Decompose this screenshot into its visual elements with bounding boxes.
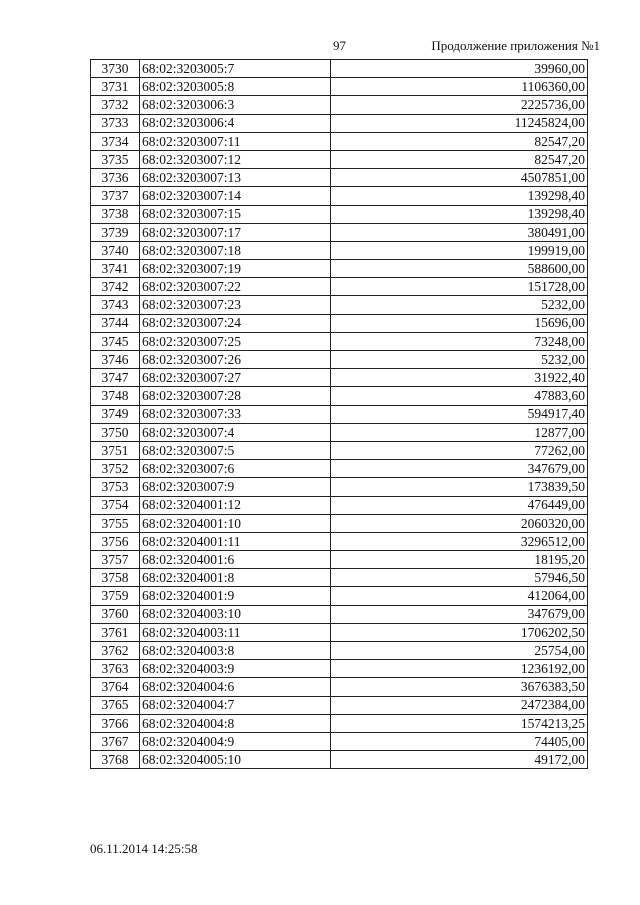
cadastral-number-cell: 68:02:3203007:26	[140, 351, 331, 369]
cadastral-value-cell: 31922,40	[331, 369, 588, 387]
cadastral-value-cell: 25754,00	[331, 642, 588, 660]
cadastral-value-cell: 151728,00	[331, 278, 588, 296]
cadastral-number-cell: 68:02:3204003:10	[140, 605, 331, 623]
row-number-cell: 3740	[91, 241, 140, 259]
cadastral-value-cell: 49172,00	[331, 751, 588, 769]
row-number-cell: 3733	[91, 114, 140, 132]
cadastral-value-cell: 139298,40	[331, 187, 588, 205]
cadastral-value-cell: 412064,00	[331, 587, 588, 605]
row-number-cell: 3744	[91, 314, 140, 332]
cadastral-number-cell: 68:02:3203005:8	[140, 78, 331, 96]
row-number-cell: 3758	[91, 569, 140, 587]
row-number-cell: 3738	[91, 205, 140, 223]
row-number-cell: 3751	[91, 441, 140, 459]
table-row	[91, 642, 588, 660]
row-number-cell: 3731	[91, 78, 140, 96]
cadastral-number-cell: 68:02:3204001:11	[140, 532, 331, 550]
cadastral-value-cell: 2472384,00	[331, 696, 588, 714]
table-row	[91, 569, 588, 587]
table-row	[91, 241, 588, 259]
cadastral-value-cell: 594917,40	[331, 405, 588, 423]
cadastral-number-cell: 68:02:3203005:7	[140, 60, 331, 78]
cadastral-number-cell: 68:02:3203007:6	[140, 460, 331, 478]
cadastral-value-cell: 2060320,00	[331, 514, 588, 532]
table-row	[91, 732, 588, 750]
row-number-cell: 3736	[91, 169, 140, 187]
table-row	[91, 314, 588, 332]
table-row	[91, 387, 588, 405]
table-body	[91, 60, 588, 769]
cadastral-value-cell: 173839,50	[331, 478, 588, 496]
row-number-cell: 3746	[91, 351, 140, 369]
appendix-continuation-note: Продолжение приложения №1	[431, 38, 600, 53]
row-number-cell: 3734	[91, 132, 140, 150]
cadastral-value-cell: 1236192,00	[331, 660, 588, 678]
cadastral-number-cell: 68:02:3203006:3	[140, 96, 331, 114]
cadastral-number-cell: 68:02:3204004:6	[140, 678, 331, 696]
cadastral-number-cell: 68:02:3203007:28	[140, 387, 331, 405]
cadastral-value-cell: 1106360,00	[331, 78, 588, 96]
row-number-cell: 3762	[91, 642, 140, 660]
cadastral-number-cell: 68:02:3204003:9	[140, 660, 331, 678]
row-number-cell: 3741	[91, 260, 140, 278]
row-number-cell: 3767	[91, 732, 140, 750]
table-row	[91, 78, 588, 96]
cadastral-number-cell: 68:02:3203007:5	[140, 441, 331, 459]
table-row	[91, 551, 588, 569]
row-number-cell: 3747	[91, 369, 140, 387]
cadastral-number-cell: 68:02:3204004:7	[140, 696, 331, 714]
cadastral-number-cell: 68:02:3203007:14	[140, 187, 331, 205]
cadastral-number-cell: 68:02:3204001:6	[140, 551, 331, 569]
table-row	[91, 405, 588, 423]
row-number-cell: 3748	[91, 387, 140, 405]
row-number-cell: 3765	[91, 696, 140, 714]
table-row	[91, 278, 588, 296]
table-row	[91, 223, 588, 241]
cadastral-number-cell: 68:02:3204001:10	[140, 514, 331, 532]
row-number-cell: 3732	[91, 96, 140, 114]
row-number-cell: 3752	[91, 460, 140, 478]
cadastral-value-cell: 347679,00	[331, 460, 588, 478]
table-row	[91, 150, 588, 168]
cadastral-number-cell: 68:02:3204003:11	[140, 623, 331, 641]
table-row	[91, 623, 588, 641]
cadastral-value-cell: 39960,00	[331, 60, 588, 78]
cadastral-value-cell: 12877,00	[331, 423, 588, 441]
table-row	[91, 60, 588, 78]
cadastral-value-cell: 5232,00	[331, 351, 588, 369]
cadastral-number-cell: 68:02:3203007:11	[140, 132, 331, 150]
table-row	[91, 478, 588, 496]
table-row	[91, 460, 588, 478]
cadastral-value-table	[90, 59, 588, 769]
row-number-cell: 3760	[91, 605, 140, 623]
cadastral-value-cell: 82547,20	[331, 132, 588, 150]
row-number-cell: 3764	[91, 678, 140, 696]
table-row	[91, 132, 588, 150]
page-number: 97	[333, 38, 346, 53]
table-row	[91, 114, 588, 132]
row-number-cell: 3737	[91, 187, 140, 205]
row-number-cell: 3757	[91, 551, 140, 569]
table-row	[91, 260, 588, 278]
row-number-cell: 3756	[91, 532, 140, 550]
cadastral-number-cell: 68:02:3203007:4	[140, 423, 331, 441]
print-timestamp: 06.11.2014 14:25:58	[90, 841, 198, 856]
table-row	[91, 369, 588, 387]
cadastral-value-cell: 82547,20	[331, 150, 588, 168]
row-number-cell: 3763	[91, 660, 140, 678]
row-number-cell: 3745	[91, 332, 140, 350]
cadastral-number-cell: 68:02:3204001:9	[140, 587, 331, 605]
row-number-cell: 3749	[91, 405, 140, 423]
row-number-cell: 3766	[91, 714, 140, 732]
cadastral-value-cell: 347679,00	[331, 605, 588, 623]
table-row	[91, 532, 588, 550]
row-number-cell: 3754	[91, 496, 140, 514]
cadastral-number-cell: 68:02:3204004:9	[140, 732, 331, 750]
cadastral-number-cell: 68:02:3203007:13	[140, 169, 331, 187]
row-number-cell: 3730	[91, 60, 140, 78]
cadastral-number-cell: 68:02:3204001:12	[140, 496, 331, 514]
table-row	[91, 296, 588, 314]
cadastral-number-cell: 68:02:3203007:23	[140, 296, 331, 314]
table-row	[91, 514, 588, 532]
table-row	[91, 96, 588, 114]
cadastral-number-cell: 68:02:3203007:15	[140, 205, 331, 223]
table-row	[91, 205, 588, 223]
table-row	[91, 660, 588, 678]
cadastral-value-cell: 47883,60	[331, 387, 588, 405]
table-row	[91, 441, 588, 459]
cadastral-value-cell: 5232,00	[331, 296, 588, 314]
table-row	[91, 351, 588, 369]
table-row	[91, 169, 588, 187]
cadastral-number-cell: 68:02:3203007:25	[140, 332, 331, 350]
cadastral-number-cell: 68:02:3203006:4	[140, 114, 331, 132]
cadastral-number-cell: 68:02:3203007:33	[140, 405, 331, 423]
table-row	[91, 423, 588, 441]
row-number-cell: 3743	[91, 296, 140, 314]
cadastral-value-cell: 2225736,00	[331, 96, 588, 114]
cadastral-number-cell: 68:02:3203007:24	[140, 314, 331, 332]
cadastral-number-cell: 68:02:3203007:19	[140, 260, 331, 278]
cadastral-value-cell: 57946,50	[331, 569, 588, 587]
table-row	[91, 332, 588, 350]
cadastral-value-cell: 3296512,00	[331, 532, 588, 550]
cadastral-value-cell: 380491,00	[331, 223, 588, 241]
cadastral-value-cell: 1706202,50	[331, 623, 588, 641]
cadastral-number-cell: 68:02:3203007:9	[140, 478, 331, 496]
row-number-cell: 3753	[91, 478, 140, 496]
table-row	[91, 187, 588, 205]
row-number-cell: 3755	[91, 514, 140, 532]
row-number-cell: 3735	[91, 150, 140, 168]
table-row	[91, 587, 588, 605]
cadastral-number-cell: 68:02:3203007:27	[140, 369, 331, 387]
row-number-cell: 3750	[91, 423, 140, 441]
cadastral-value-cell: 199919,00	[331, 241, 588, 259]
cadastral-value-cell: 476449,00	[331, 496, 588, 514]
cadastral-value-cell: 3676383,50	[331, 678, 588, 696]
table-row	[91, 714, 588, 732]
table-row	[91, 496, 588, 514]
cadastral-value-cell: 4507851,00	[331, 169, 588, 187]
cadastral-number-cell: 68:02:3203007:12	[140, 150, 331, 168]
cadastral-value-cell: 1574213,25	[331, 714, 588, 732]
row-number-cell: 3768	[91, 751, 140, 769]
table-row	[91, 751, 588, 769]
row-number-cell: 3759	[91, 587, 140, 605]
row-number-cell: 3761	[91, 623, 140, 641]
cadastral-value-cell: 74405,00	[331, 732, 588, 750]
cadastral-number-cell: 68:02:3203007:17	[140, 223, 331, 241]
table-row	[91, 678, 588, 696]
cadastral-value-cell: 77262,00	[331, 441, 588, 459]
cadastral-number-cell: 68:02:3204005:10	[140, 751, 331, 769]
cadastral-value-cell: 139298,40	[331, 205, 588, 223]
cadastral-value-cell: 73248,00	[331, 332, 588, 350]
table-row	[91, 605, 588, 623]
cadastral-value-cell: 11245824,00	[331, 114, 588, 132]
row-number-cell: 3742	[91, 278, 140, 296]
cadastral-number-cell: 68:02:3203007:18	[140, 241, 331, 259]
cadastral-value-cell: 588600,00	[331, 260, 588, 278]
cadastral-value-cell: 18195,20	[331, 551, 588, 569]
cadastral-number-cell: 68:02:3203007:22	[140, 278, 331, 296]
cadastral-number-cell: 68:02:3204004:8	[140, 714, 331, 732]
cadastral-value-cell: 15696,00	[331, 314, 588, 332]
cadastral-number-cell: 68:02:3204003:8	[140, 642, 331, 660]
cadastral-number-cell: 68:02:3204001:8	[140, 569, 331, 587]
row-number-cell: 3739	[91, 223, 140, 241]
table-row	[91, 696, 588, 714]
